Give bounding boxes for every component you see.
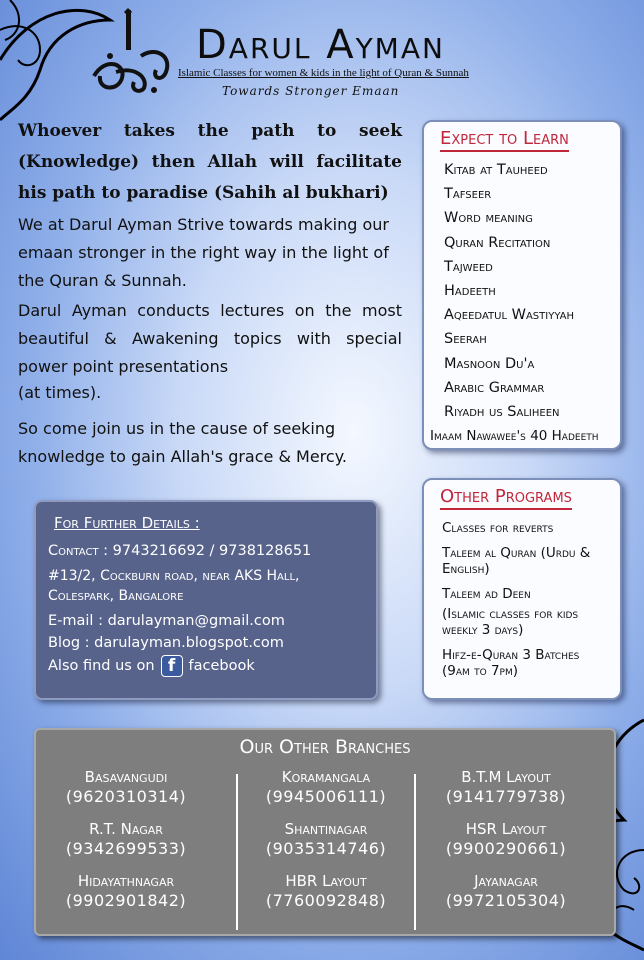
contact-address: #13/2, Cockburn road, near AKS Hall, Colespark, Bangalore [48, 568, 300, 604]
list-item: Tajweed [444, 258, 493, 275]
list-item: Masnoon Du'a [444, 355, 535, 372]
brand-tagline: Towards Stronger Emaan [222, 84, 400, 98]
branch-phone: (9900290661) [445, 839, 567, 858]
expect-to-learn-title: Expect to Learn [440, 128, 569, 152]
other-programs-title: Other Programs [440, 486, 572, 510]
branch-phone: (9141779738) [445, 787, 567, 806]
contact-phone[interactable]: Contact : 9743216692 / 9738128651 [48, 543, 312, 559]
intro-section [18, 116, 402, 471]
branch-name: B.T.M Layout [461, 768, 551, 786]
brand-subtitle: Islamic Classes for women & kids in the light of Quran & Sunnah [178, 67, 469, 79]
branch-name: HSR Layout [465, 820, 547, 838]
list-item: Imaam Nawawee's 40 Hadeeth [430, 428, 599, 445]
learn-list [424, 158, 620, 448]
list-item: Quran Recitation [444, 234, 551, 251]
branch-phone: (7760092848) [265, 891, 387, 910]
branch-name: R.T. Nagar [89, 820, 163, 838]
find-us-label: Also find us on [48, 658, 155, 674]
other-programs-box [422, 478, 622, 700]
branch-name: HBR Layout [285, 872, 367, 890]
branch-phone: (9945006111) [265, 787, 387, 806]
list-item: Classes for reverts [442, 520, 554, 536]
contact-email[interactable]: E-mail : darulayman@gmail.com [48, 613, 285, 629]
facebook-icon[interactable]: f [161, 655, 183, 677]
list-item: Hifz-e-Quran 3 Batches (9am to 7pm) [442, 647, 580, 679]
list-item: Taleem ad Deen [442, 586, 531, 602]
branch-column-2 [236, 768, 416, 924]
contact-heading: For Further Details : [54, 514, 200, 532]
intro-paragraph-at-times: (at times). [18, 383, 102, 402]
list-item: Seerah [444, 331, 487, 348]
branch-name: Shantinagar [284, 820, 368, 838]
facebook-row[interactable] [48, 655, 376, 677]
branch-column-1 [36, 768, 216, 924]
list-item: Word meaning [444, 210, 533, 227]
darul-ayman-calligraphy-logo [86, 6, 178, 98]
branches-title: Our Other Branches [239, 736, 411, 758]
list-item: Aqeedatul Wastiyyah [444, 307, 575, 324]
list-item: Riyadh us Saliheen [444, 404, 560, 421]
contact-details-box [34, 500, 378, 700]
list-item: Hadeeth [444, 283, 496, 300]
branch-name: Basavangudi [84, 768, 168, 786]
contact-blog[interactable]: Blog : darulayman.blogspot.com [48, 635, 284, 651]
brand-title: Darul Ayman [196, 22, 445, 68]
list-item: Taleem al Quran (Urdu & English) [442, 545, 591, 577]
branch-phone: (9902901842) [65, 891, 187, 910]
facebook-link[interactable]: facebook [188, 658, 255, 674]
branch-phone: (9035314746) [265, 839, 387, 858]
programs-list [424, 520, 620, 679]
hadith-quote: Whoever takes the path to seek (Knowledge) then Allah will facilitate his path to paradise (Sahih al bukhari) [18, 121, 402, 203]
branch-phone: (9620310314) [65, 787, 187, 806]
list-item: Tafseer [444, 186, 492, 203]
intro-paragraph-lectures: Darul Ayman conducts lectures on the most beautiful & Awakening topics with special power point presentations [18, 301, 402, 376]
branch-name: Koramangala [281, 768, 371, 786]
list-item: Kitab at Tauheed [444, 162, 548, 178]
branch-name: Hidayathnagar [77, 872, 175, 890]
expect-to-learn-box [422, 120, 622, 450]
other-branches-box [34, 728, 616, 936]
branch-phone: (9972105304) [445, 891, 567, 910]
branch-phone: (9342699533) [65, 839, 187, 858]
list-item: (Islamic classes for kids weekly 3 days) [442, 606, 579, 638]
branch-column-3 [416, 768, 596, 924]
intro-paragraph-invitation: So come join us in the cause of seeking knowledge to gain Allah's grace & Mercy. [18, 419, 347, 466]
branch-name: Jayanagar [474, 872, 538, 890]
list-item: Arabic Grammar [444, 379, 545, 396]
intro-paragraph-mission: We at Darul Ayman Strive towards making our emaan stronger in the right way in the light of the Quran & Sunnah. [18, 215, 389, 290]
